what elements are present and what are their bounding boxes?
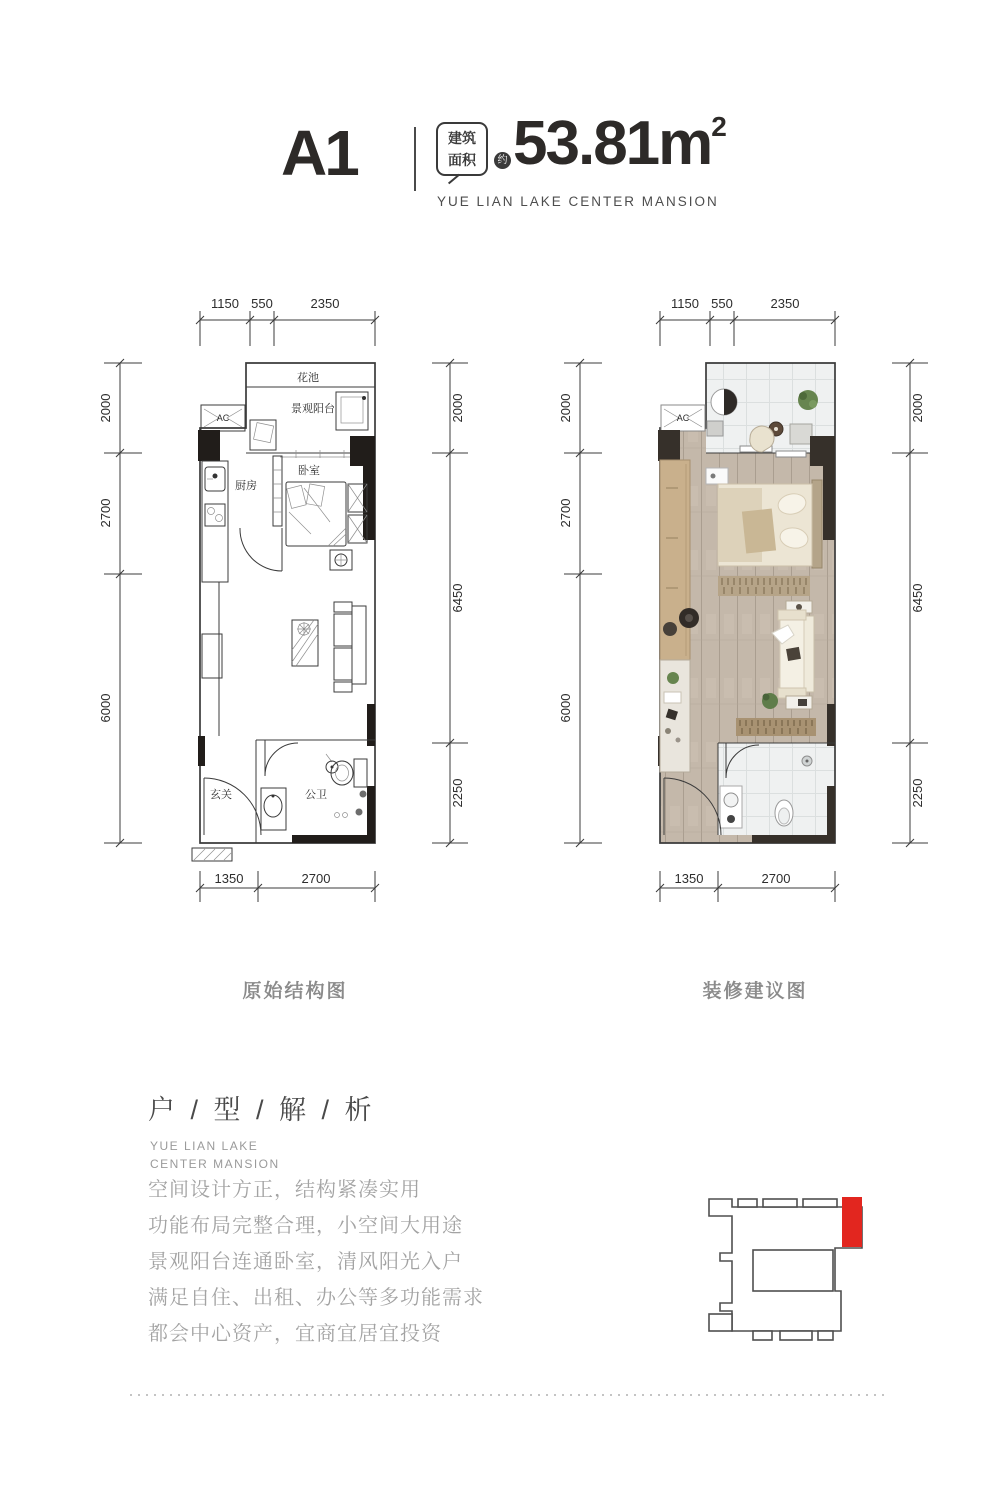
area-badge-line2: 面积 [448, 151, 476, 168]
ac-label: AC [216, 413, 230, 423]
dim-right-2: 6450 [450, 583, 465, 613]
area-badge-line1: 建筑 [448, 130, 476, 146]
dim-top-original [196, 296, 379, 346]
dim-right-3: 2250 [910, 778, 925, 808]
dim-top-2: 550 [711, 296, 733, 311]
wall-column [198, 430, 220, 461]
analysis-subtitle-line2: CENTER MANSION [150, 1157, 280, 1171]
dim-right-1: 2000 [910, 393, 925, 423]
dim-left-3: 6000 [558, 693, 573, 723]
area-badge [436, 122, 488, 176]
dim-left-3: 6000 [98, 693, 113, 723]
dim-top-1: 1150 [211, 296, 239, 311]
living-area [202, 582, 366, 736]
bedroom-label: 卧室 [298, 465, 320, 477]
area-value [513, 108, 727, 179]
wall-column [658, 430, 680, 461]
bedroom-furniture [706, 468, 822, 596]
analysis-line: 功能布局完整合理，小空间大用途 [148, 1215, 463, 1237]
balcony-tooth [818, 1331, 833, 1340]
building-core [753, 1250, 833, 1291]
dim-right-original [432, 359, 468, 847]
dim-left-2: 2700 [98, 498, 113, 528]
dim-top-3: 2350 [770, 296, 800, 311]
dim-bottom-2: 2700 [301, 871, 331, 886]
dim-left-2: 2700 [558, 498, 573, 528]
analysis-line: 满足自住、出租、办公等多功能需求 [148, 1287, 484, 1309]
analysis-paragraph [148, 1172, 484, 1352]
dim-left-original [98, 359, 142, 847]
kitchen-label: 厨房 [235, 480, 257, 492]
wall-column [827, 704, 835, 746]
dim-right-1: 2000 [450, 393, 465, 423]
building-key-map [695, 1183, 895, 1363]
area-exponent: 2 [711, 111, 727, 142]
caption-original-plan: 原始结构图 [242, 981, 348, 1002]
dim-top-3: 2350 [310, 296, 340, 311]
wall-column [827, 786, 835, 843]
corner-block [709, 1314, 732, 1331]
analysis-line: 空间设计方正，结构紧凑实用 [148, 1179, 421, 1201]
dotted-separator [130, 1394, 886, 1396]
analysis-subtitle-line1: YUE LIAN LAKE [150, 1139, 259, 1153]
dim-bottom-1: 1350 [214, 871, 244, 886]
unit-highlight [842, 1197, 862, 1247]
dim-bottom-1: 1350 [674, 871, 704, 886]
caption-furnished-plan: 装修建议图 [702, 981, 808, 1002]
dim-top-furnished [656, 296, 839, 346]
wall-column [367, 786, 375, 843]
analysis-line: 景观阳台连通卧室，清风阳光入户 [148, 1251, 463, 1273]
wall-column [363, 438, 375, 540]
header-divider [414, 127, 416, 191]
analysis-line: 都会中心资产，宜商宜居宜投资 [148, 1323, 442, 1345]
wall-column [823, 438, 835, 540]
dim-right-2: 6450 [910, 583, 925, 613]
unit-code: A1 [281, 117, 357, 189]
approx-circle: 约 [494, 152, 511, 169]
balcony-tooth [803, 1199, 837, 1207]
ac-label: AC [676, 413, 690, 423]
floorplan-furnished [540, 288, 970, 928]
wall-column [752, 835, 835, 843]
balcony-tooth [738, 1199, 757, 1207]
dim-bottom-furnished [656, 871, 839, 902]
dim-bottom-original [196, 871, 379, 902]
wall-column [292, 835, 375, 843]
analysis-title: 户 / 型 / 解 / 析 [148, 1095, 376, 1125]
flower-bed-label: 花池 [297, 372, 319, 384]
dim-left-1: 2000 [98, 393, 113, 423]
kitchen-area [202, 456, 282, 582]
foyer-label: 玄关 [210, 789, 232, 801]
balcony-tooth [753, 1331, 772, 1340]
dim-top-2: 550 [251, 296, 273, 311]
analysis-subtitle [150, 1137, 280, 1173]
dim-left-furnished [558, 359, 602, 847]
wall-column [198, 736, 205, 766]
area-number: 53.81m [513, 109, 712, 178]
dim-right-furnished [892, 359, 928, 847]
bedroom-area [286, 463, 367, 570]
outer-walls [200, 363, 375, 843]
floorplan-original [80, 288, 510, 928]
bathroom-label: 公卫 [305, 789, 327, 801]
dim-top-1: 1150 [671, 296, 699, 311]
balcony-label: 景观阳台 [291, 403, 335, 415]
dim-right-3: 2250 [450, 778, 465, 808]
balcony-tooth [780, 1331, 812, 1340]
dim-bottom-2: 2700 [761, 871, 791, 886]
project-name-en: YUE LIAN LAKE CENTER MANSION [437, 194, 719, 209]
dim-left-1: 2000 [558, 393, 573, 423]
balcony-tooth [763, 1199, 797, 1207]
